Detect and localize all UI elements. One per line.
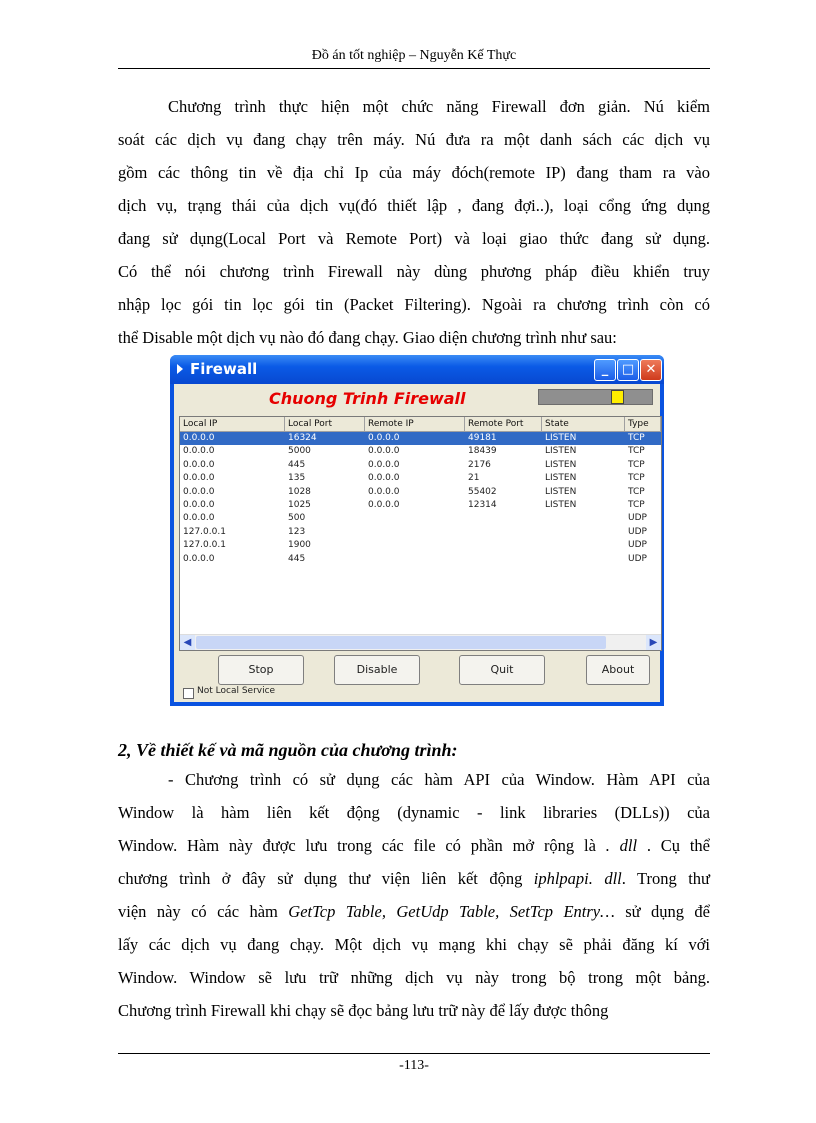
firewall-window: [170, 355, 664, 706]
paragraph-line: Window là hàm liên kết động (dynamic - link libraries (DLLs)) của: [118, 803, 710, 822]
paragraph-line: lấy các dịch vụ đang chạy. Một dịch vụ mạng khi chạy sẽ phải đăng kí với: [118, 935, 710, 954]
table-cell: 12314: [468, 499, 497, 510]
table-cell: UDP: [628, 526, 647, 537]
table-row[interactable]: [180, 445, 661, 458]
about-button[interactable]: About: [586, 655, 650, 685]
table-cell: 55402: [468, 486, 497, 497]
table-cell: 445: [288, 553, 306, 564]
table-row[interactable]: [180, 553, 661, 566]
table-cell: 5000: [288, 446, 311, 457]
paragraph-line: đang sử dụng(Local Port và Remote Port) và loại giao thức đang sử dụng.: [118, 229, 710, 248]
italic-term: iphlpapi. dll: [533, 869, 622, 888]
table-cell: UDP: [628, 553, 647, 564]
table-cell: LISTEN: [545, 459, 577, 470]
table-row[interactable]: [180, 499, 661, 512]
intro-paragraph: [118, 90, 710, 354]
window-title: Firewall: [190, 360, 258, 378]
close-button[interactable]: ✕: [640, 359, 662, 381]
table-cell: 500: [288, 513, 306, 524]
column-header[interactable]: Local IP: [180, 417, 285, 431]
table-cell: 0.0.0.0: [183, 446, 215, 457]
table-cell: 0.0.0.0: [183, 433, 215, 443]
table-cell: 0.0.0.0: [368, 459, 400, 470]
table-cell: 1028: [288, 486, 311, 497]
paragraph-line: Chương trình thực hiện một chức năng Firewall đơn giản. Nú kiểm: [168, 97, 710, 116]
table-cell: LISTEN: [545, 473, 577, 484]
paragraph-line: viện này có các hàm GetTcp Table, GetUdp Table, SetTcp Entry… sử dụng để: [118, 902, 710, 921]
table-row[interactable]: [180, 472, 661, 485]
table-cell: 0.0.0.0: [183, 486, 215, 497]
table-cell: LISTEN: [545, 499, 577, 510]
table-cell: 0.0.0.0: [368, 446, 400, 457]
connection-list[interactable]: [179, 416, 662, 651]
table-cell: 49181: [468, 433, 497, 443]
table-cell: LISTEN: [545, 446, 577, 457]
table-cell: TCP: [628, 459, 645, 470]
table-cell: 0.0.0.0: [368, 473, 400, 484]
table-cell: LISTEN: [545, 433, 577, 443]
table-row[interactable]: [180, 526, 661, 539]
column-header[interactable]: Remote IP: [365, 417, 465, 431]
italic-term: . dll: [605, 836, 647, 855]
table-cell: 135: [288, 473, 306, 484]
italic-term: GetTcp Table, GetUdp Table, SetTcp Entry…: [288, 902, 626, 921]
table-cell: TCP: [628, 486, 645, 497]
table-cell: 0.0.0.0: [183, 459, 215, 470]
paragraph-line: dịch vụ, trạng thái của dịch vụ(đó thiết lập , đang đợi..), loại cổng ứng dụng: [118, 196, 710, 215]
indicator-knob: [611, 390, 624, 404]
scroll-left-icon[interactable]: ◀: [180, 635, 195, 650]
table-cell: 445: [288, 459, 306, 470]
table-cell: 18439: [468, 446, 497, 457]
table-cell: 123: [288, 526, 306, 537]
table-cell: 127.0.0.1: [183, 526, 226, 537]
not-local-service-checkbox[interactable]: [183, 688, 194, 699]
list-rows: [180, 432, 661, 566]
page-number: -113-: [399, 1058, 429, 1073]
scroll-right-icon[interactable]: ▶: [646, 635, 661, 650]
table-cell: 0.0.0.0: [183, 513, 215, 524]
table-cell: LISTEN: [545, 486, 577, 497]
table-cell: TCP: [628, 499, 645, 510]
footer-rule: [118, 1053, 710, 1054]
paragraph-line: Window. Hàm này được lưu trong các file có phần mở rộng là . dll . Cụ thể: [118, 836, 711, 855]
disable-button[interactable]: Disable: [334, 655, 420, 685]
minimize-button[interactable]: _: [594, 359, 616, 381]
table-cell: 1900: [288, 540, 311, 551]
scroll-thumb[interactable]: [196, 636, 606, 649]
column-header[interactable]: Remote Port: [465, 417, 542, 431]
header-rule: [118, 68, 710, 69]
table-cell: UDP: [628, 540, 647, 551]
table-cell: 0.0.0.0: [183, 473, 215, 484]
table-cell: TCP: [628, 446, 645, 457]
table-cell: 16324: [288, 433, 317, 443]
table-cell: TCP: [628, 433, 645, 443]
table-cell: UDP: [628, 513, 647, 524]
table-cell: 127.0.0.1: [183, 540, 226, 551]
table-cell: 21: [468, 473, 480, 484]
table-cell: 0.0.0.0: [183, 553, 215, 564]
column-header[interactable]: Local Port: [285, 417, 365, 431]
table-cell: 0.0.0.0: [368, 486, 400, 497]
paragraph-line: Chương trình Firewall khi chạy sẽ đọc bảng lưu trữ này để lấy được thông: [118, 1001, 609, 1020]
paragraph-line: gồm các thông tin về địa chỉ Ip của máy đóch(remote IP) đang tham ra vào: [118, 163, 710, 182]
horizontal-scrollbar[interactable]: [180, 634, 661, 650]
quit-button[interactable]: Quit: [459, 655, 545, 685]
paragraph-line: - Chương trình có sử dụng các hàm API của Window. Hàm API của: [168, 770, 710, 789]
paragraph-line: thể Disable một dịch vụ nào đó đang chạy. Giao diện chương trình như sau:: [118, 328, 617, 347]
table-row[interactable]: [180, 539, 661, 552]
paragraph-line: chương trình ở đây sử dụng thư viện liên kết động iphlpapi. dll. Trong thư: [118, 869, 710, 888]
table-cell: TCP: [628, 473, 645, 484]
section-heading: 2, Về thiết kế và mã nguồn của chương trình:: [118, 740, 458, 760]
maximize-button[interactable]: □: [617, 359, 639, 381]
table-cell: 1025: [288, 499, 311, 510]
list-header: [180, 417, 661, 432]
table-row[interactable]: [180, 459, 661, 472]
paragraph-line: soát các dịch vụ đang chạy trên máy. Nú đưa ra một danh sách các dịch vụ: [118, 130, 710, 149]
table-row[interactable]: [180, 486, 661, 499]
stop-button[interactable]: Stop: [218, 655, 304, 685]
column-header[interactable]: State: [542, 417, 625, 431]
design-paragraph: [118, 763, 710, 1027]
column-header[interactable]: Type: [625, 417, 661, 431]
table-cell: 0.0.0.0: [368, 499, 400, 510]
table-cell: 0.0.0.0: [368, 433, 400, 443]
banner-title: Chuong Trinh Firewall: [269, 389, 466, 408]
paragraph-line: Window. Window sẽ lưu trữ những dịch vụ này trong bộ trong một bảng.: [118, 968, 710, 987]
page-header: Đồ án tốt nghiệp – Nguyễn Kế Thực: [311, 48, 517, 63]
table-row[interactable]: [180, 512, 661, 525]
paragraph-line: nhập lọc gói tin lọc gói tin (Packet Filtering). Ngoài ra chương trình còn có: [118, 295, 710, 314]
table-cell: 2176: [468, 459, 491, 470]
title-bar: [170, 355, 664, 384]
app-icon: [177, 364, 183, 374]
table-cell: 0.0.0.0: [183, 499, 215, 510]
paragraph-line: Có thể nói chương trình Firewall này dùng phương pháp điều khiển truy: [118, 262, 710, 281]
window-client: [174, 384, 660, 702]
activity-indicator: [538, 389, 653, 405]
not-local-service-label: Not Local Service: [197, 686, 276, 696]
table-row[interactable]: [180, 432, 661, 445]
